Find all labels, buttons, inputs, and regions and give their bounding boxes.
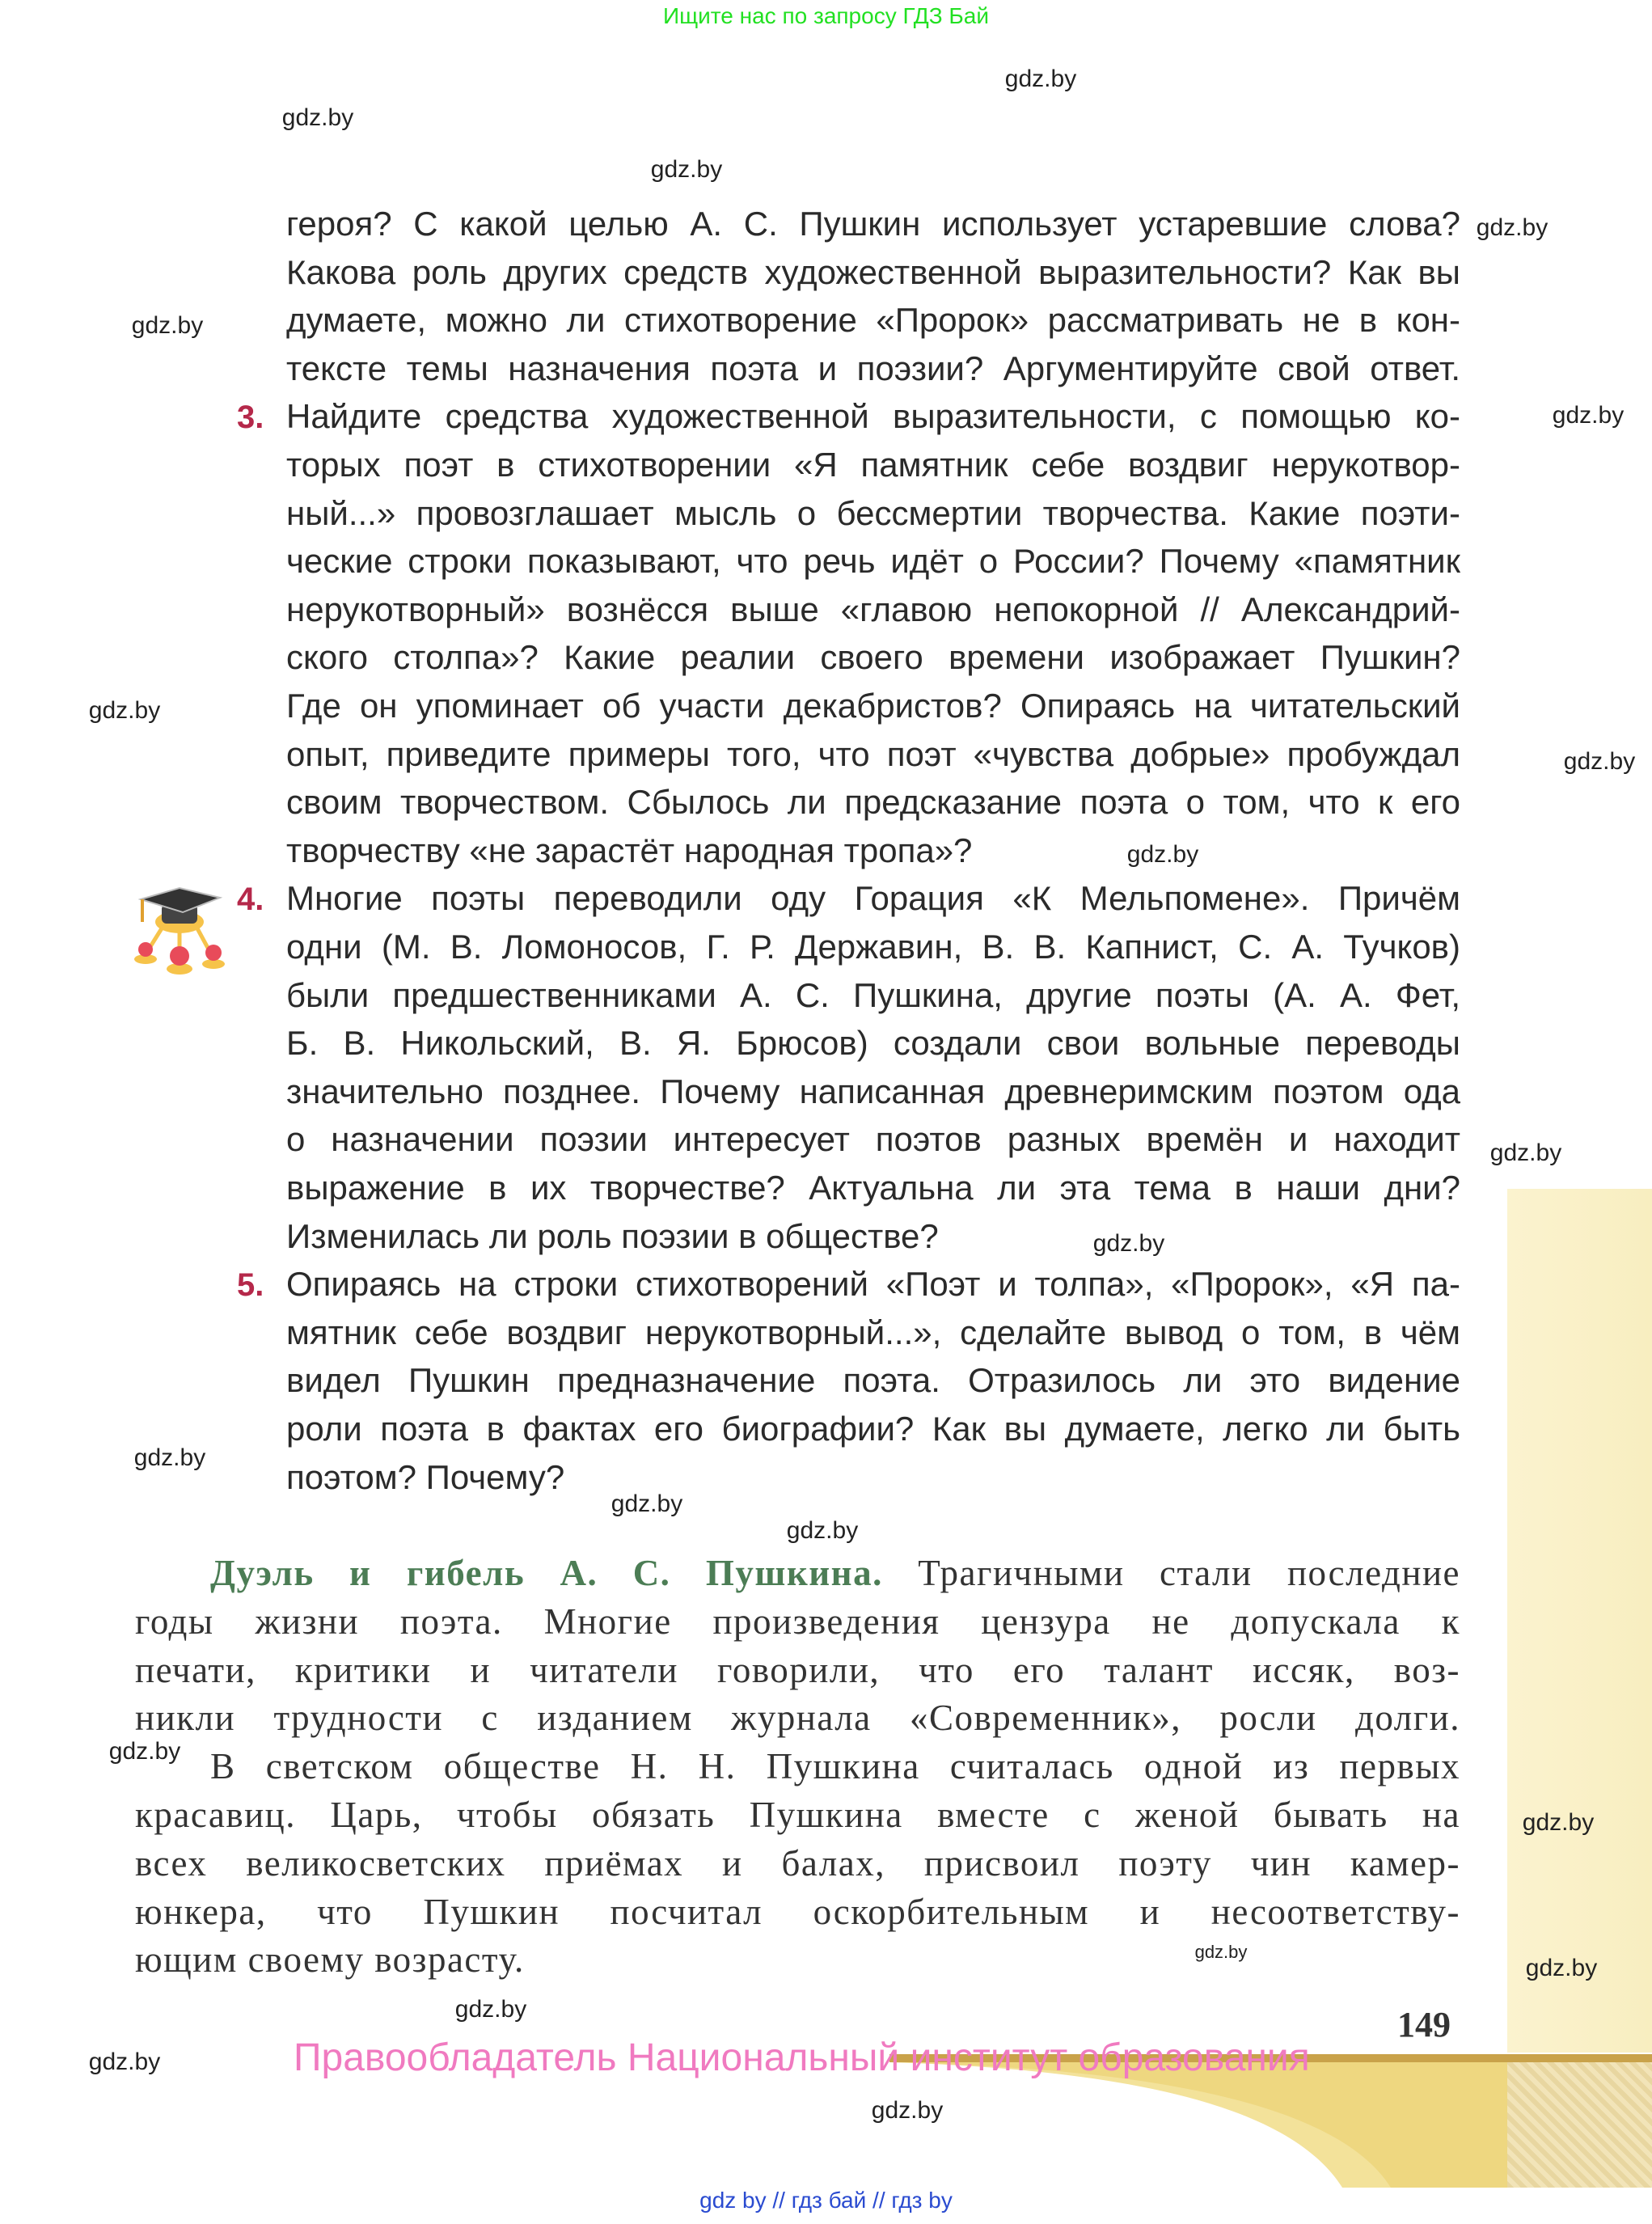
decorative-texture — [1507, 2062, 1652, 2188]
question-text-line: творчеству «не зарастёт народная тропа»? — [286, 831, 973, 869]
question-text-line: были предшественниками А. С. Пушкина, другие поэты (А. А. Фет, — [286, 976, 1460, 1014]
question-text-line: видел Пушкин предназначение поэта. Отразилось ли это видение — [286, 1361, 1460, 1399]
question-text-line: Найдите средства художественной выразительности, с помощью ко- — [286, 397, 1460, 435]
question-text-line: о назначении поэзии интересует поэтов разных времён и находит — [286, 1120, 1460, 1158]
graduation-cap-question-icon — [129, 882, 234, 979]
question-number-5: 5. — [237, 1267, 264, 1303]
question-text-line: выражение в их творчестве? Актуальна ли эта тема в наши дни? — [286, 1169, 1460, 1207]
section-text-line: ющим своему возрасту. — [135, 1939, 525, 1980]
page-number: 149 — [1397, 2005, 1451, 2044]
question-text-line: своим творчеством. Сбылось ли предсказание поэта о том, что к его — [286, 783, 1460, 821]
copyright-footer: Правообладатель Национальный институт образования — [294, 2036, 1310, 2079]
gdz-watermark: gdz.by — [786, 1517, 859, 1544]
section-text-line: юнкера, что Пушкин посчитал оскорбительным и несоответству- — [135, 1892, 1460, 1932]
gdz-watermark: gdz.by — [650, 156, 723, 183]
gdz-watermark: gdz.by — [1525, 1955, 1598, 1981]
question-text-line: опыт, приведите примеры того, что поэт «чувства добрые» пробуждал — [286, 735, 1460, 773]
question-text-line: Опираясь на строки стихотворений «Поэт и толпа», «Пророк», «Я па- — [286, 1265, 1460, 1303]
question-text-line: героя? С какой целью А. С. Пушкин использует устаревшие слова? — [286, 205, 1460, 243]
decorative-curve — [889, 2062, 1507, 2188]
gdz-watermark: gdz.by — [281, 104, 354, 131]
question-text-line: Многие поэты переводили оду Горация «К Мельпомене». Причём — [286, 879, 1460, 917]
gdz-watermark: gdz.by — [108, 1738, 181, 1765]
question-text-line: мятник себе воздвиг нерукотворный...», сделайте вывод о том, в чём — [286, 1313, 1460, 1351]
gdz-watermark: gdz.by — [133, 1444, 206, 1471]
gdz-watermark: gdz.by — [1126, 841, 1199, 868]
section-text-line: красавиц. Царь, чтобы обязать Пушкина вместе с женой бывать на — [135, 1795, 1460, 1835]
gdz-watermark: gdz.by — [1092, 1230, 1165, 1257]
bottom-links[interactable]: gdz by // гдз бай // гдз by — [699, 2188, 953, 2213]
section-text-line: В светском обществе Н. Н. Пушкина считалась одной из первых — [210, 1746, 1460, 1786]
gdz-watermark: gdz.by — [1476, 214, 1548, 241]
question-text-line: значительно позднее. Почему написанная древнеримским поэтом ода — [286, 1072, 1460, 1110]
question-text-line: нерукотворный» вознёсся выше «главою непокорной // Александрий- — [286, 590, 1460, 628]
question-text-line: одни (М. В. Ломоносов, Г. Р. Державин, В. В. Капнист, С. А. Тучков) — [286, 928, 1460, 966]
section-heading: Дуэль и гибель А. С. Пушкина. — [210, 1553, 883, 1593]
gdz-watermark: gdz.by — [1522, 1809, 1595, 1836]
gdz-watermark: gdz.by — [1563, 748, 1636, 775]
gdz-watermark: gdz.by — [1552, 402, 1625, 429]
section-text-line: печати, критики и читатели говорили, что его талант иссяк, воз- — [135, 1650, 1460, 1690]
question-number-3: 3. — [237, 400, 264, 435]
section-first-line — [210, 1549, 1460, 1597]
question-text-line: Где он упоминает об участи декабристов? Опираясь на читательский — [286, 687, 1460, 725]
question-text-line: Б. В. Никольский, В. Я. Брюсов) создали свои вольные переводы — [286, 1024, 1460, 1062]
section-first-line-text: Трагичными стали последние — [882, 1553, 1461, 1593]
section-text-line: всех великосветских приёмах и балах, присвоил поэту чин камер- — [135, 1843, 1460, 1884]
question-text-line: поэтом? Почему? — [286, 1458, 565, 1496]
question-number-4: 4. — [237, 882, 264, 917]
question-text-line: ского столпа»? Какие реалии своего времени изображает Пушкин? — [286, 638, 1460, 676]
gdz-watermark: gdz.by — [1489, 1139, 1562, 1166]
search-banner[interactable]: Ищите нас по запросу ГДЗ Бай — [662, 3, 990, 28]
gdz-watermark: gdz.by — [88, 697, 161, 724]
question-text-line: ный...» провозглашает мысль о бессмертии творчества. Какие поэти- — [286, 494, 1460, 532]
question-text-line: тексте темы назначения поэта и поэзии? Аргументируйте свой ответ. — [286, 349, 1460, 387]
gdz-watermark: gdz.by — [131, 312, 204, 339]
gdz-watermark: gdz.by — [1194, 1942, 1248, 1962]
gdz-watermark: gdz.by — [454, 1996, 527, 2023]
question-text-line: думаете, можно ли стихотворение «Пророк» рассматривать не в кон- — [286, 301, 1460, 339]
section-text-line: никли трудности с изданием журнала «Современник», росли долги. — [135, 1698, 1460, 1738]
gdz-watermark: gdz.by — [1004, 66, 1077, 92]
question-text-line: роли поэта в фактах его биографии? Как вы думаете, легко ли быть — [286, 1410, 1460, 1448]
question-text-line: ческие строки показывают, что речь идёт о России? Почему «памятник — [286, 542, 1460, 580]
gdz-watermark: gdz.by — [88, 2049, 161, 2075]
question-text-line: торых поэт в стихотворении «Я памятник себе воздвиг нерукотвор- — [286, 446, 1460, 484]
decorative-side-panel — [1507, 1189, 1652, 2053]
gdz-watermark: gdz.by — [871, 2097, 944, 2124]
question-text-line: Изменилась ли роль поэзии в обществе? — [286, 1217, 939, 1255]
gdz-watermark: gdz.by — [611, 1490, 683, 1517]
section-text-line: годы жизни поэта. Многие произведения цензура не допускала к — [135, 1601, 1460, 1642]
question-text-line: Какова роль других средств художественной выразительности? Как вы — [286, 253, 1460, 291]
